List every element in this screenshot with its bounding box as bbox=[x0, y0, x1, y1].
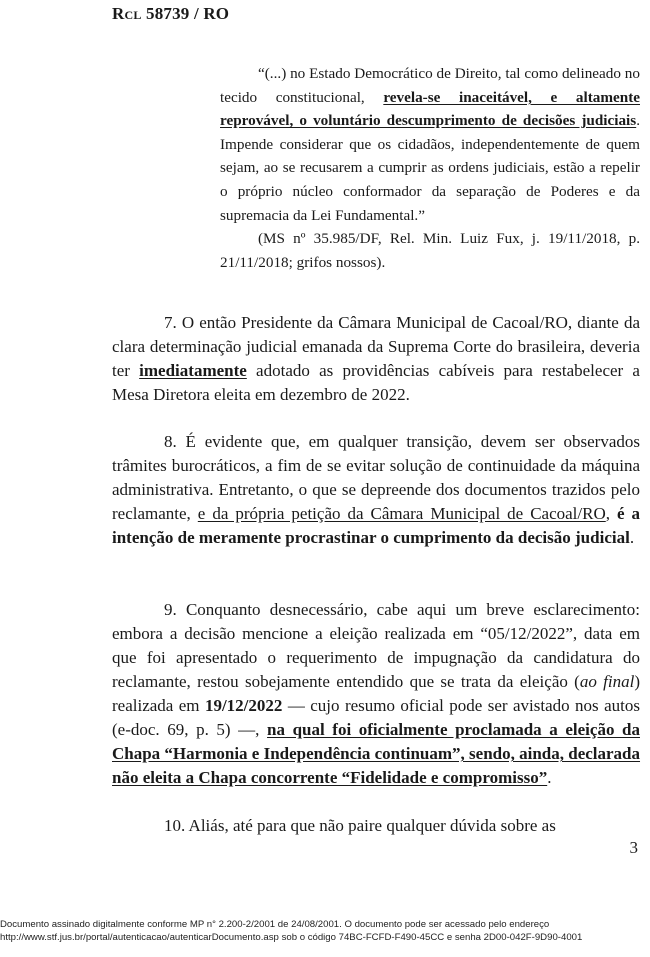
paragraph-segment: 8. É evidente que, em qualquer transição, devem ser observados trâmites burocráticos, a fim de se evitar solução de continuidade da máquina administrativa. Entretanto, o que se depreende dos documentos trazidos pelo reclamante, bbox=[112, 432, 640, 523]
paragraph-7 bbox=[112, 311, 640, 407]
paragraph-emphasis: imediatamente bbox=[139, 361, 247, 380]
paragraph-segment: — cujo resumo oficial pode ser avistado nos autos (e-doc. 69, p. 5) —, bbox=[112, 696, 640, 739]
paragraph-segment: , bbox=[605, 504, 617, 523]
paragraph-italic: ao final bbox=[579, 672, 635, 691]
paragraph-underline: e da própria petição da Câmara Municipal de Cacoal/RO bbox=[197, 504, 606, 523]
quote-emphasis: revela-se inaceitável, e altamente reprovável, o voluntário descumprimento de decisões judiciais bbox=[220, 88, 640, 130]
paragraph-10-text: 10. Aliás, até para que não paire qualquer dúvida sobre as bbox=[164, 816, 556, 835]
signature-footer bbox=[0, 918, 650, 944]
paragraph-emphasis: na qual foi oficialmente proclamada a eleição da Chapa “Harmonia e Independência continuam”, sendo, ainda, declarada não eleita a Chapa concorrente “Fidelidade e compromisso” bbox=[112, 720, 641, 787]
paragraph-10 bbox=[112, 814, 640, 838]
paragraph-bold-date: 19/12/2022 bbox=[204, 696, 283, 715]
paragraph-segment: . bbox=[629, 528, 635, 547]
paragraph-8 bbox=[112, 430, 640, 550]
quote-segment: “(...) no Estado Democrático de Direito, tal como delineado no tecido constitucional, bbox=[220, 65, 640, 106]
footer-line-2: http://www.stf.jus.br/portal/autenticacao/autenticarDocumento.asp sob o código 74BC-FCFD-F490-45CC e senha 2D00-042F-9D90-4001 bbox=[0, 932, 583, 943]
paragraph-9 bbox=[112, 598, 640, 790]
page-number: 3 bbox=[629, 838, 638, 857]
paragraph-segment: 7. O então Presidente da Câmara Municipal de Cacoal/RO, diante da clara determinação judicial emanada da Suprema Corte do brasileira, deveria ter bbox=[112, 313, 640, 380]
paragraph-bold: é a intenção de meramente procrastinar o cumprimento da decisão judicial bbox=[112, 504, 641, 547]
paragraph-segment: adotado as providências cabíveis para restabelecer a Mesa Diretora eleita em dezembro de 2022. bbox=[112, 361, 640, 404]
block-quote bbox=[220, 62, 640, 274]
footer-line-1: Documento assinado digitalmente conforme MP n° 2.200-2/2001 de 24/08/2001. O documento pode ser acessado pelo endereço bbox=[0, 919, 550, 930]
case-prefix: Rcl bbox=[112, 4, 142, 23]
paragraph-segment: ) realizada em bbox=[112, 672, 640, 715]
paragraph-segment: 9. Conquanto desnecessário, cabe aqui um breve esclarecimento: embora a decisão mencione a eleição realizada em “05/12/2022”, data em que foi apresentado o requerimento de impugnação da candidatura do reclamante, restou sobejamente entendido que se trata da eleição ( bbox=[112, 600, 640, 691]
quote-citation: (MS nº 35.985/DF, Rel. Min. Luiz Fux, j. 19/11/2018, p. 21/11/2018; grifos nossos). bbox=[220, 230, 640, 271]
quote-text bbox=[220, 62, 640, 227]
case-header bbox=[112, 4, 229, 24]
quote-segment: . Impende considerar que os cidadãos, independentemente de quem sejam, ao se recusarem a cumprir as ordens judiciais, estão a repelir o próprio núcleo conformador da separação de Poderes e da supremacia da Lei Fundamental.” bbox=[220, 112, 640, 224]
paragraph-segment: . bbox=[547, 768, 552, 787]
case-number: 58739 / RO bbox=[146, 4, 230, 23]
